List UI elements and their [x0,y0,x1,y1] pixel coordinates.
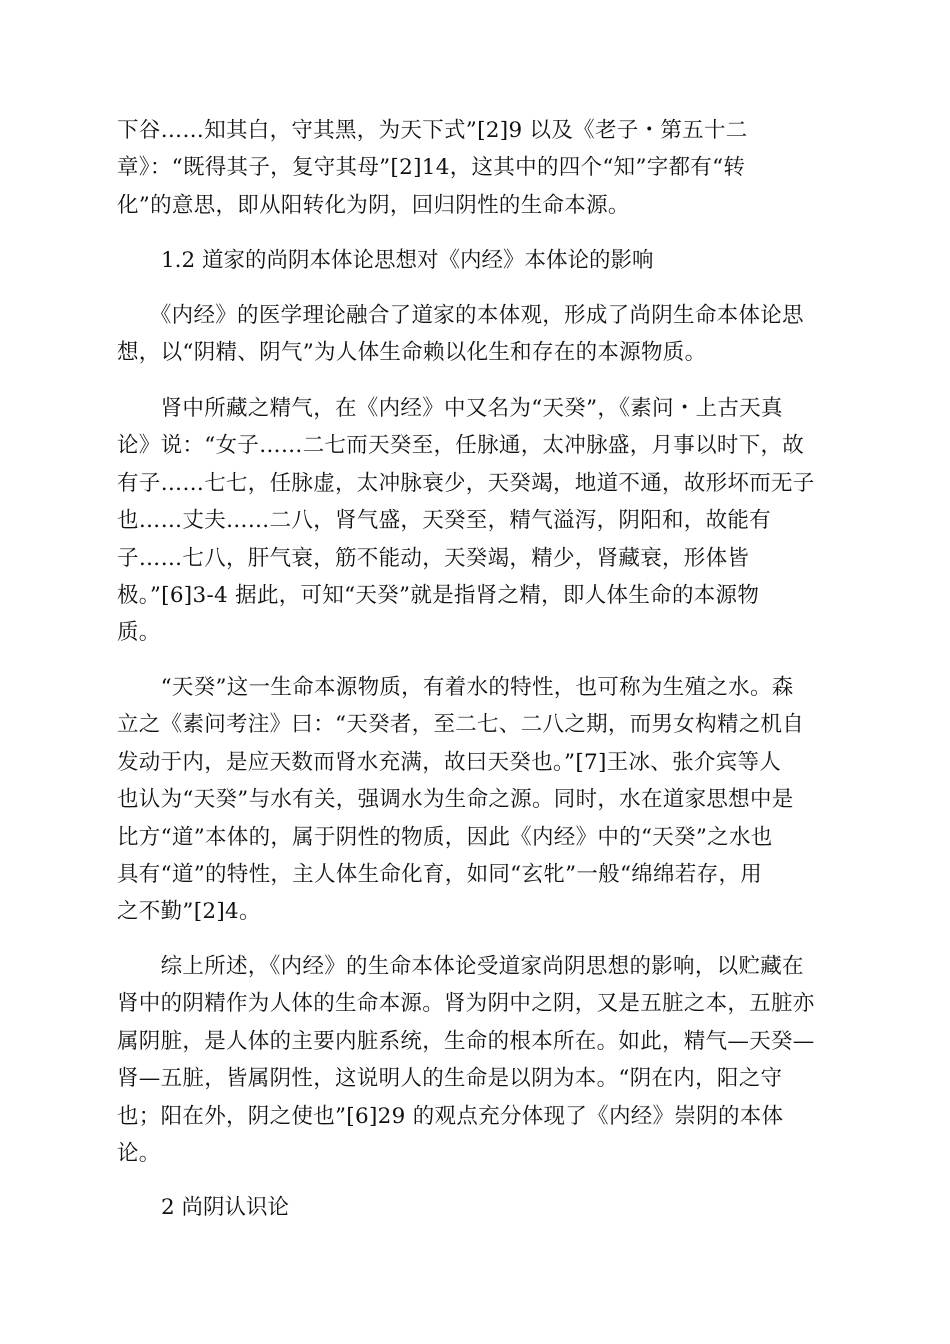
text-line: 下谷……知其白，守其黑，为天下式”[2]9 以及《老子・第五十二 [117,118,748,143]
text-line: 子……七八，肝气衰，筋不能动，天癸竭，精少，肾藏衰，形体皆 [117,545,750,571]
text-line: 质。 [117,620,161,646]
text-line: 想，以“阴精、阴气”为人体生命赖以化生和存在的本源物质。 [117,340,707,366]
paragraph-tiangui-water [117,669,833,931]
text-line: 比方“道”本体的，属于阴性的物质，因此《内经》中的“天癸”之水也 [117,824,773,850]
text-line: 论。 [117,1140,161,1166]
paragraph-tiangui-definition [117,390,833,652]
text-line: 具有“道”的特性，主人体生命化育，如同“玄牝”一般“绵绵若存，用 [117,861,763,887]
text-line: 肾中的阴精作为人体的生命本源。肾为阴中之阴，又是五脏之本，五脏亦 [117,991,815,1017]
text-line: “天癸”这一生命本源物质，有着水的特性，也可称为生殖之水。森 [117,675,794,700]
text-line: 论》说：“女子……二七而天癸至，任脉通，太冲脉盛，月事以时下，故 [117,433,805,459]
text-line: 极。”[6]3-4 据此，可知“天癸”就是指肾之精，即人体生命的本源物 [117,582,760,608]
text-line: 属阴脏，是人体的主要内脏系统，生命的根本所在。如此，精气—天癸— [117,1028,815,1054]
text-line: 之不勤”[2]4。 [117,899,261,925]
text-line: 也；阳在外，阴之使也”[6]29 的观点充分体现了《内经》崇阴的本体 [117,1103,784,1129]
paragraph-summary [117,948,833,1172]
paragraph-laozi-quote [117,112,833,224]
text-line: 立之《素问考注》曰：“天癸者，至二七、二八之期，而男女构精之机自 [117,712,805,738]
text-line: 发动于内，是应天数而肾水充满，故曰天癸也。”[7]王冰、张介宾等人 [117,749,782,775]
text-line: 肾—五脏，皆属阴性，这说明人的生命是以阴为本。“阴在内，阳之守 [117,1066,783,1092]
paragraph-neijing-ontology [117,297,833,372]
text-line: 综上所述，《内经》的生命本体论受道家尚阴思想的影响，以贮藏在 [117,954,804,979]
text-line: 有子……七七，任脉虚，太冲脉衰少，天癸竭，地道不通，故形坏而无子 [117,470,815,496]
text-line: 也……丈夫……二八，肾气盛，天癸至，精气溢泻，阴阳和，故能有 [117,508,772,534]
section-heading-1-2: 1.2 道家的尚阴本体论思想对《内经》本体论的影响 [161,248,654,273]
text-line: 章》：“既得其子，复守其母”[2]14，这其中的四个“知”字都有“转 [117,155,746,181]
section-heading-2: 2 尚阴认识论 [161,1195,290,1220]
text-line: 也认为“天癸”与水有关，强调水为生命之源。同时，水在道家思想中是 [117,787,794,813]
text-line: 肾中所藏之精气，在《内经》中又名为“天癸”，《素问・上古天真 [117,396,783,421]
text-line: 化”的意思，即从阳转化为阴，回归阴性的生命本源。 [117,192,630,218]
text-line: 《内经》的医学理论融合了道家的本体观，形成了尚阴生命本体论思 [117,303,804,328]
